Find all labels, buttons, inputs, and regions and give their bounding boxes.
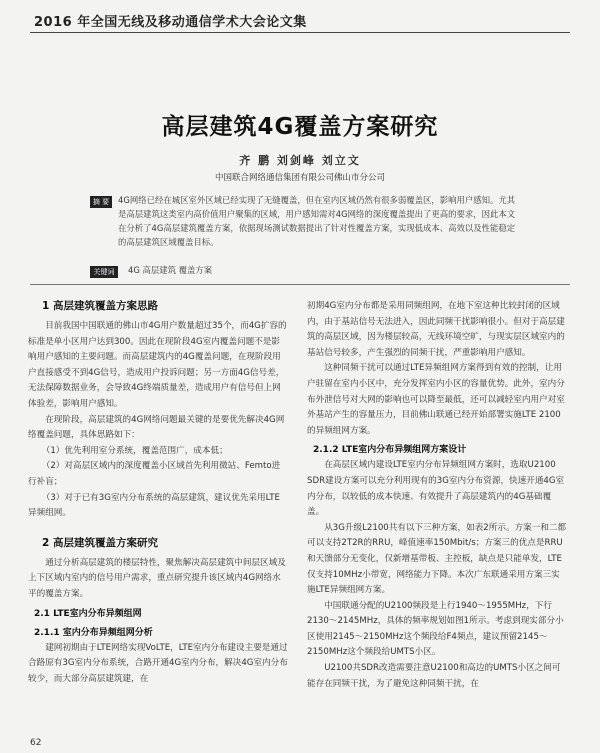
body-paragraph: 从3G升级L2100共有以下三种方案，如表2所示。方案一和二都可以支持2T2R的RRU，峰值速率150Mbit/s；方案三的优点是RRU和天馈部分无变化，仅新增基带板、主控板，缺点是只能单发，LTE仅支持10MHz小带宽，网络能力下降。本次广东联通采用方案三实施LTE异频组网方案。 (307, 522, 567, 596)
header-rule (30, 32, 570, 33)
section-1-paragraph: 目前我国中国联通的佛山市4G用户数量超过35个，而4G扩容的标准是单小区用户达到300。因此在现阶段4G室内覆盖问题不是影响用户感知的主要问题。而高层建筑内的4G覆盖问题，在现阶段用户直接感受不到4G信号，造成用户投诉问题；另一方面4G信号差，无法保障数据业务，会导致4G终端质量差，造成用户有信号但上网体验差，影响用户感知。 (28, 321, 287, 409)
body-paragraph: 在高层区域内建设LTE室内分布异频组网方案时，选取U2100 SDR建设方案可以充分利用现有的3G室内分布资源，快速开通4G室内分布，以较低的成本快速、有效提升了高层建筑内的4G基础覆盖。 (307, 460, 565, 518)
list-item: （2）对高层区域内的深度覆盖小区域首先利用微站、Femto进行补盲； (28, 461, 281, 487)
paper-authors: 齐 鹏 刘剑峰 刘立文 (239, 154, 361, 167)
abstract-text: 4G网络已经在城区室外区域已经实现了无缝覆盖，但在室内区域仍然有很多弱覆盖区，影响用户感知。尤其是高层建筑这类室内高价值用户聚集的区域，用户感知需对4G网络的深度覆盖提出了更高的要求，因此本文在分析了4G高层建筑覆盖方案，依据现场测试数据提出了针对性覆盖方案，实现低成本、高效以及性能稳定的高层建筑区域覆盖目标。 (118, 195, 516, 247)
running-head: 2016 年全国无线及移动通信学术大会论文集 (34, 15, 307, 30)
section-1-heading: 1 高层建筑覆盖方案思路 (42, 300, 158, 312)
body-paragraph: 中国联通分配的U2100频段是上行1940～1955MHz，下行2130～2145MHz，具体的频率规划如图1所示。考虑到现实部分小区使用2145～2150MHz这个频段给F4频点，建议预留2145～2150MHz这个频段给UMTS小区。 (307, 600, 564, 658)
abstract-label: 摘 要 (90, 196, 112, 208)
right-column (307, 299, 567, 692)
subsection-heading: 2.1.2 LTE室内分布异频组网方案设计 (313, 445, 467, 456)
keywords-text: 4G 高层建筑 覆盖方案 (128, 265, 213, 275)
subsection-heading: 2.1 LTE室内分布异频组网 (34, 608, 142, 619)
list-item: （3）对于已有3G室内分布系统的高层建筑，建议优先采用LTE异频组网。 (28, 492, 280, 519)
section-2-heading: 2 高层建筑覆盖方案研究 (42, 536, 158, 549)
section-1-paragraph: 在现阶段，高层建筑的4G网络问题最关键的是要优先解决4G网络覆盖问题，具体思路如下： (28, 414, 285, 441)
left-column (28, 299, 288, 687)
section-2-paragraph: 通过分析高层建筑的楼层特性，聚焦解决高层建筑中间层区域及上下区域内室内的信号用户需求，重点研究提升该区域内4G网络水平的覆盖方案。 (28, 557, 286, 599)
paper-title: 高层建筑4G覆盖方案研究 (161, 114, 439, 140)
paper-affiliation: 中国联合网络通信集团有限公司佛山市分公司 (214, 173, 385, 183)
subsection-heading: 2.1.1 室内分布异频组网分析 (34, 627, 153, 638)
body-paragraph: U2100共SDR改造需要注意U2100和高边的UMTS小区之间可能存在同频干扰，为了避免这种同频干扰，在 (307, 663, 561, 689)
list-item: （1）优先利用室分系统，覆盖范围广，成本低； (41, 445, 228, 456)
abstract-separator (30, 284, 570, 285)
page-number: 62 (30, 738, 42, 748)
body-paragraph: 初期4G室内分布都是采用同频组网，在地下室这种比较封闭的区域内，由于基站信号无法进入，因此同频干扰影响很小。但对于高层建筑的高层区域，因为楼层较高，无线环境空旷，与现实层区域室内的基站信号较多，产生强烈的同频干扰，严重影响用户感知。 (307, 301, 565, 358)
subsection-paragraph: 建网初期由于LTE网络实现VoLTE，LTE室内分布建设主要是通过合路原有3G室内分布系统，合路开通4G室内分布，解决4G室内分布较少，而大部分高层建筑建，在 (28, 642, 288, 684)
body-paragraph: 这种同频干扰可以通过LTE异频组网方案得到有效的控制，让用户驻留在室内小区中，充分发挥室内小区的容量优势。此外，室内分布外泄信号对大网的影响也可以降至最低，还可以减轻室内用户对室外基站产生的容量压力，目前佛山联通已经开始部署实施LTE 2100的异频组网方案。 (307, 363, 565, 436)
keywords-label: 关键词 (90, 266, 118, 278)
